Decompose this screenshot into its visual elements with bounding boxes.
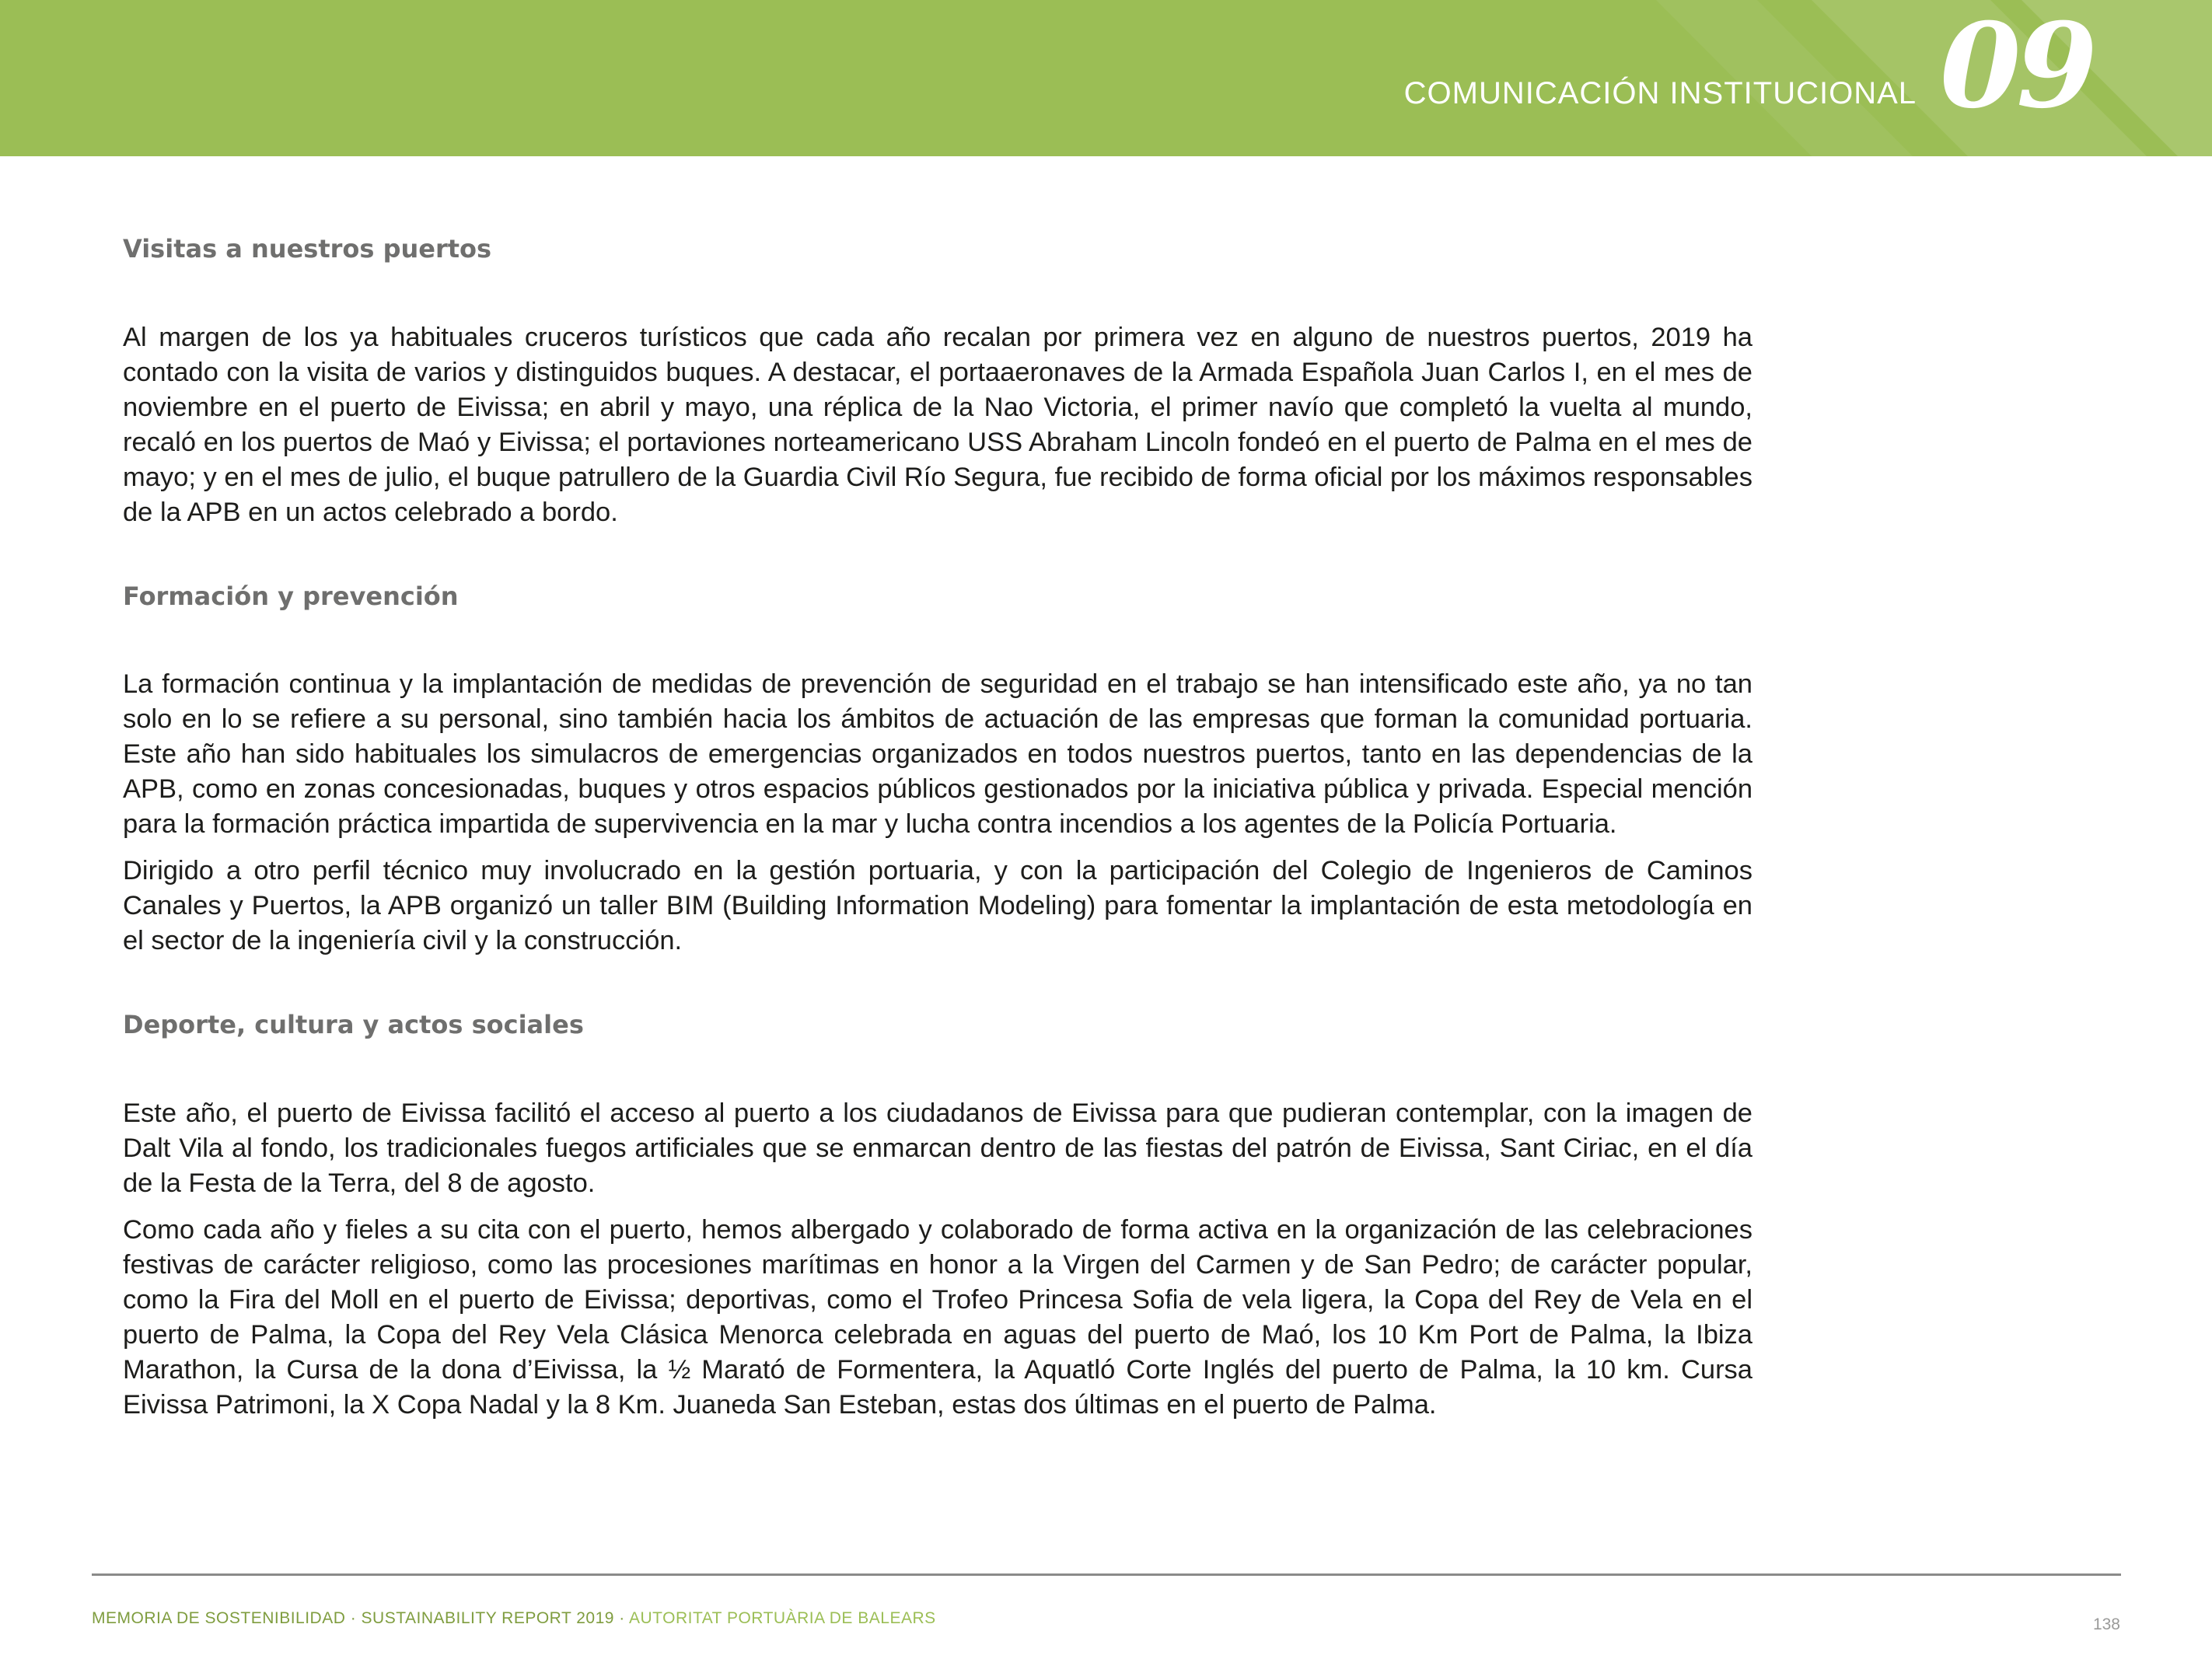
section-title: COMUNICACIÓN INSTITUCIONAL (1403, 76, 1917, 110)
chapter-number: 09 (1940, 0, 2093, 134)
footer-text (92, 1609, 936, 1628)
paragraph-formacion-1: La formación continua y la implantación de medidas de prevención de seguridad en el trabajo se han intensificado este año, ya no tan solo en lo se refiere a su personal, sino también hacia los ámbitos de actuación de las empresas que forman la comunidad portuaria. Este año han sido habituales los simulacros de emergencias organizados en todos nuestros puertos, tanto en las dependencias de la APB, como en zonas concesionadas, buques y otros espacios públicos gestionados por la iniciativa pública y privada. Especial mención para la formación práctica impartida de supervivencia en la mar y lucha contra incendios a los agentes de la Policía Portuaria. (123, 669, 1752, 840)
paragraph-formacion-2: Dirigido a otro perfil técnico muy involucrado en la gestión portuaria, y con la participación del Colegio de Ingenieros de Caminos Canales y Puertos, la APB organizó un taller BIM (Building Information Modeling) para fomentar la implantación de esta metodología en el sector de la ingeniería civil y la construcción. (123, 856, 1752, 956)
page-number: 138 (2092, 1615, 2120, 1633)
section-heading-visitas: Visitas a nuestros puertos (123, 234, 492, 264)
paragraph-deporte-2: Como cada año y fieles a su cita con el puerto, hemos albergado y colaborado de forma activa en la organización de las celebraciones festivas de carácter religioso, como las procesiones marítimas en honor a la Virgen del Carmen y de San Pedro; de carácter popular, como la Fira del Moll en el puerto de Eivissa; deportivas, como el Trofeo Princesa Sofia de vela ligera, la Copa del Rey de Vela en el puerto de Palma, la Copa del Rey Vela Clásica Menorca celebrada en aguas del puerto de Maó, los 10 Km Port de Palma, la Ibiza Marathon, la Cursa de la dona d’Eivissa, la ½ Marató de Formentera, la Aquatló Corte Inglés del puerto de Palma, la 10 km. Cursa Eivissa Patrimoni, la X Copa Nadal y la 8 Km. Juaneda San Esteban, estas dos últimas en el puerto de Palma. (123, 1214, 1752, 1420)
section-heading-formacion: Formación y prevención (123, 581, 459, 611)
footer-divider (92, 1573, 2121, 1576)
section-heading-deporte: Deporte, cultura y actos sociales (123, 1010, 584, 1040)
paragraph-deporte-1: Este año, el puerto de Eivissa facilitó el acceso al puerto a los ciudadanos de Eivissa para que pudieran contemplar, con la imagen de Dalt Vila al fondo, los tradicionales fuegos artificiales que se enmarcan dentro de las fiestas del patrón de Eivissa, Sant Ciriac, en el día de la Festa de la Terra, del 8 de agosto. (123, 1098, 1752, 1198)
footer-report-title: MEMORIA DE SOSTENIBILIDAD · SUSTAINABILITY REPORT 2019 · (92, 1609, 625, 1627)
header-band (0, 0, 2212, 156)
footer-organization: AUTORITAT PORTUÀRIA DE BALEARS (628, 1609, 936, 1627)
paragraph-visitas-1: Al margen de los ya habituales cruceros turísticos que cada año recalan por primera vez en alguno de nuestros puertos, 2019 ha contado con la visita de varios y distinguidos buques. A destacar, el portaaeronaves de la Armada Española Juan Carlos I, en el mes de noviembre en el puerto de Eivissa; en abril y mayo, una réplica de la Nao Victoria, el primer navío que completó la vuelta al mundo, recaló en los puertos de Maó y Eivissa; el portaviones norteamericano USS Abraham Lincoln fondeó en el puerto de Palma en el mes de mayo; y en el mes de julio, el buque patrullero de la Guardia Civil Río Segura, fue recibido de forma oficial por los máximos responsables de la APB en un actos celebrado a bordo. (123, 322, 1752, 527)
main-content (123, 233, 1752, 1423)
